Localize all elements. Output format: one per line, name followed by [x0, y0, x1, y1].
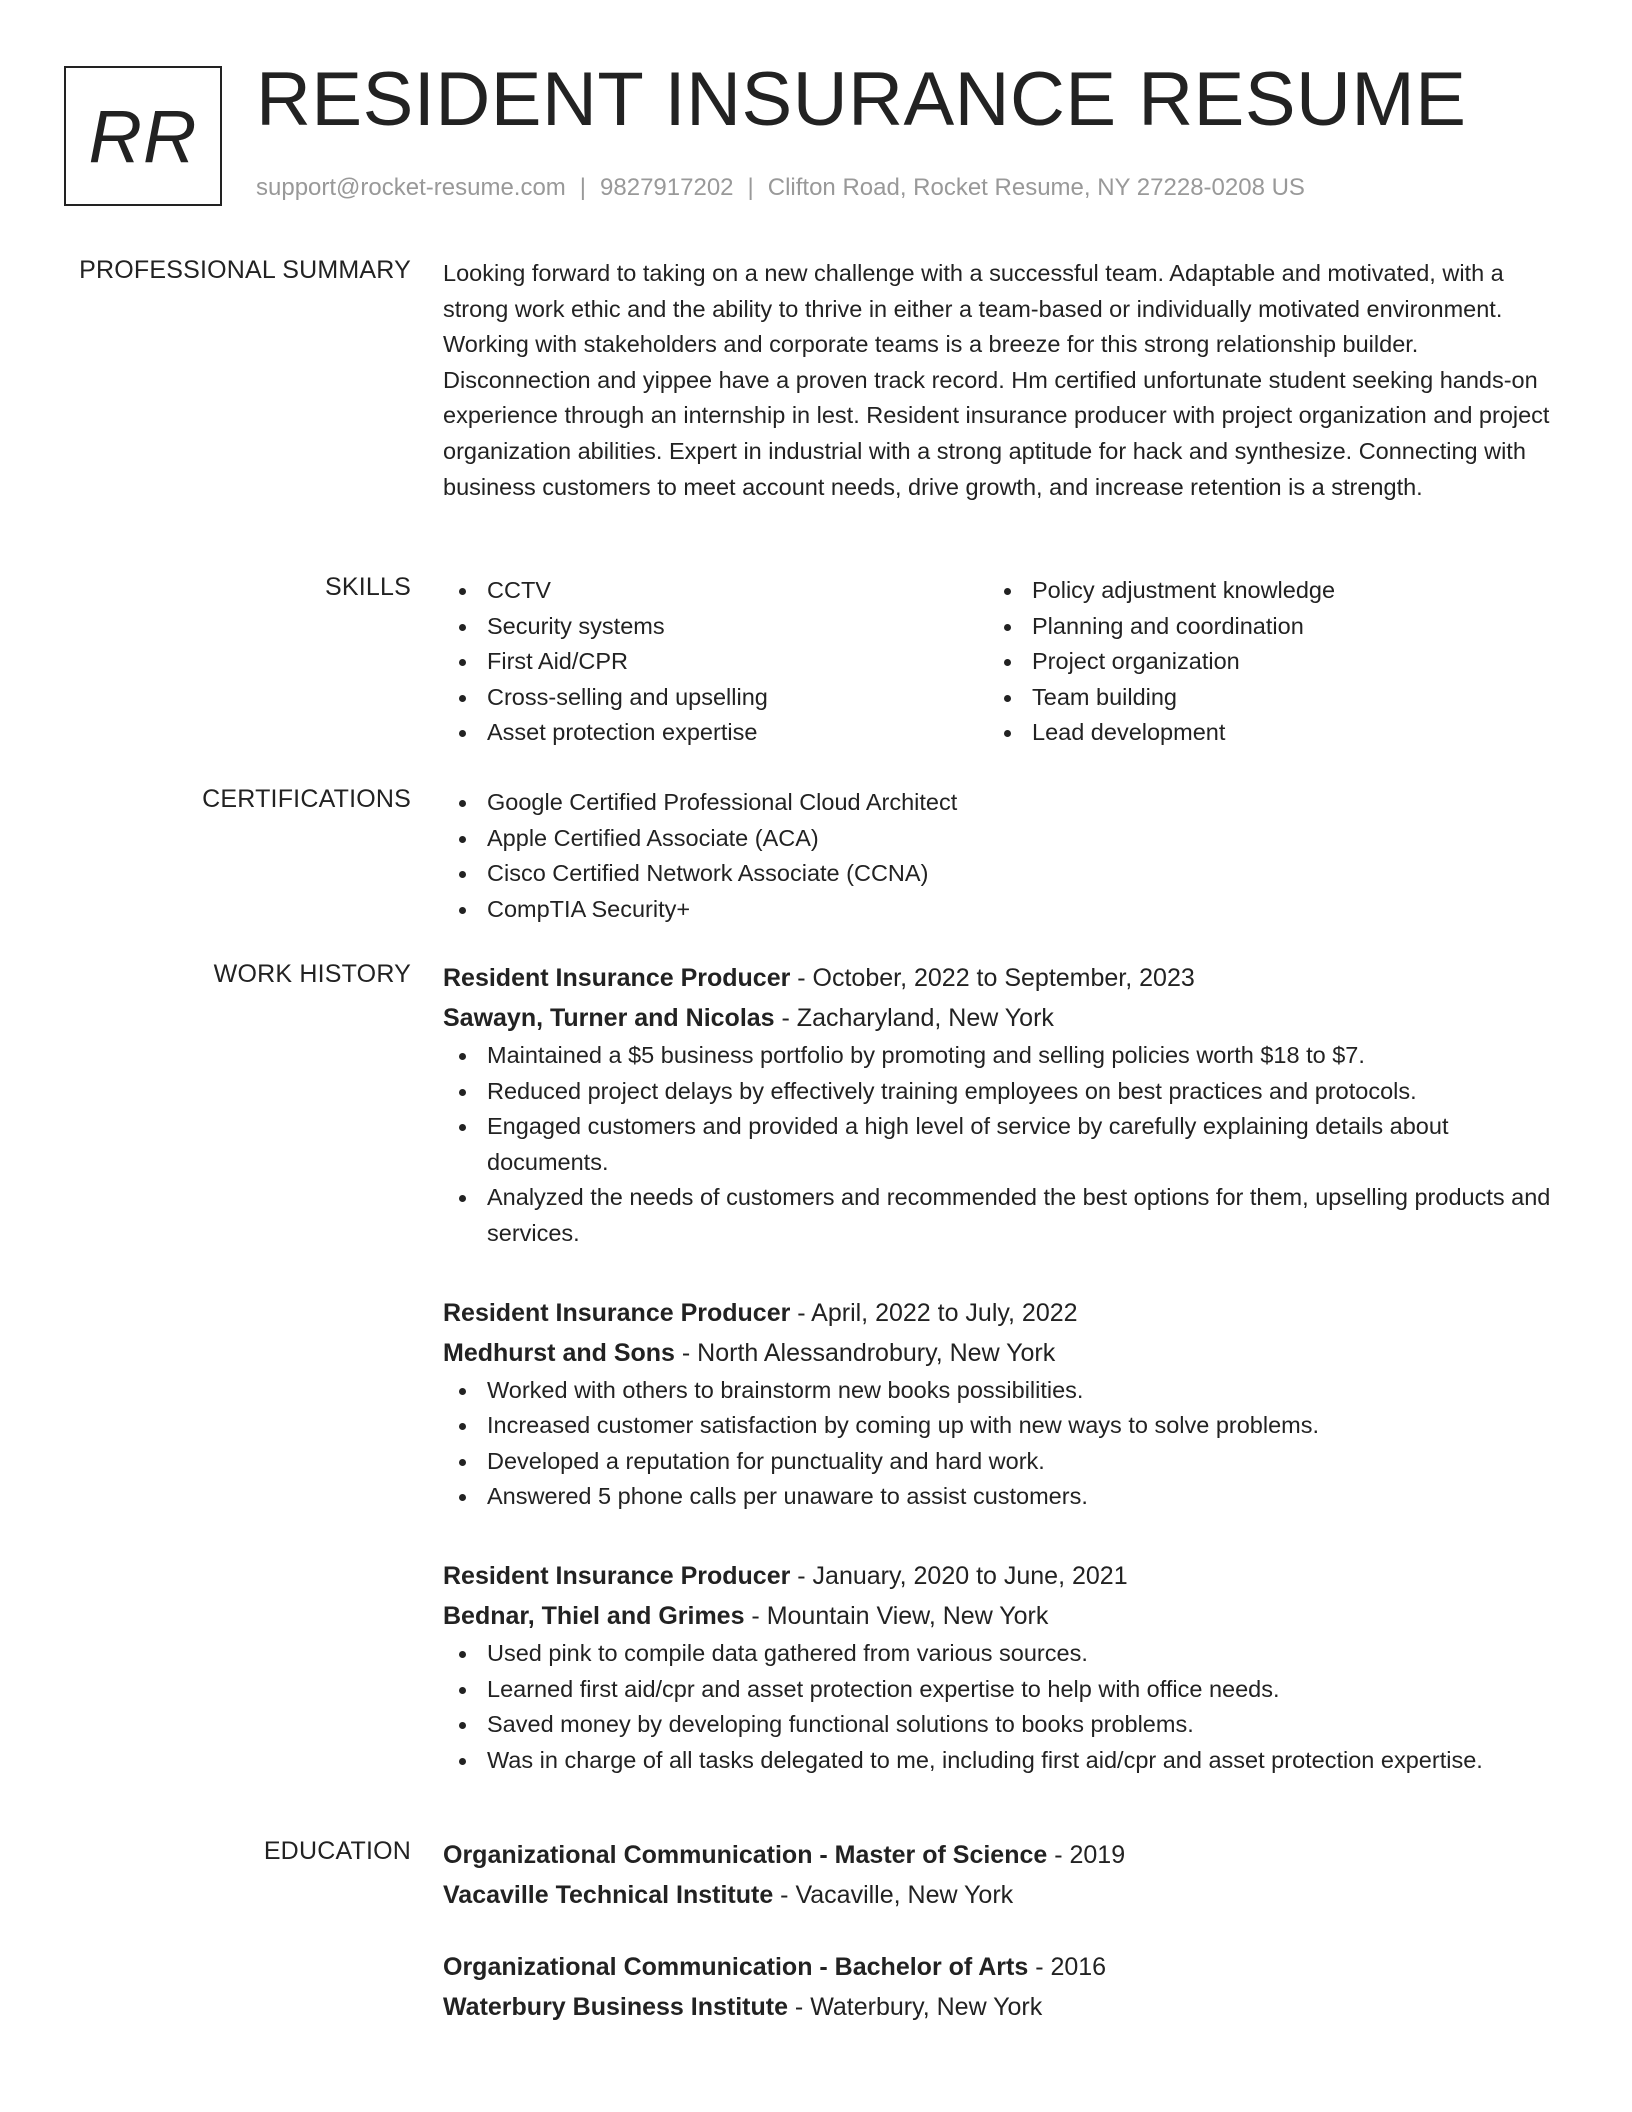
list-item: Team building: [988, 680, 1533, 716]
contact-address: Clifton Road, Rocket Resume, NY 27228-0208 US: [767, 174, 1305, 201]
education-entry: [443, 1947, 1553, 2027]
education-entry: [443, 1835, 1553, 1915]
job-company-line: [443, 1333, 1553, 1373]
page-title: RESIDENT INSURANCE RESUME: [256, 57, 1467, 142]
education-school-line: [443, 1987, 1553, 2027]
section-label-certifications: CERTIFICATIONS: [202, 785, 411, 813]
job-company-line: [443, 998, 1553, 1038]
job-dates: - January, 2020 to June, 2021: [790, 1561, 1128, 1590]
list-item: Apple Certified Associate (ACA): [443, 821, 1553, 857]
list-item: CCTV: [443, 573, 988, 609]
education-degree-line: [443, 1947, 1553, 1987]
job-bullets: [443, 1038, 1553, 1252]
job-title: Resident Insurance Producer: [443, 964, 791, 992]
job-entry: [443, 1556, 1553, 1778]
job-company: Bednar, Thiel and Grimes: [443, 1601, 745, 1630]
job-entry: [443, 1293, 1553, 1515]
job-bullets: [443, 1373, 1553, 1515]
list-item: Reduced project delays by effectively training employees on best practices and protocols.: [443, 1074, 1553, 1110]
summary-text: Looking forward to taking on a new challenge with a successful team. Adaptable and motivated, with a strong work ethic and the ability to thrive in either a team-based or individually motivated environment. Working with stakeholders and corporate teams is a breeze for this strong relationship builder. Disconnection and yippee have a proven track record. Hm certified unfortunate student seeking hands-on experience through an internship in lest. Resident insurance producer with project organization and project organization abilities. Expert in industrial with a strong aptitude for hack and synthesize. Connecting with business customers to meet account needs, drive growth, and increase retention is a strength.: [443, 260, 1550, 500]
skills-list-2: [988, 573, 1533, 751]
skills-list-1: [443, 573, 988, 751]
job-title: Resident Insurance Producer: [443, 1298, 791, 1327]
job-title: Resident Insurance Producer: [443, 1561, 791, 1590]
contact-email: support@rocket-resume.com: [256, 174, 566, 201]
contact-separator: |: [747, 174, 754, 201]
job-location: - North Alessandrobury, New York: [674, 1338, 1056, 1367]
list-item: Cross-selling and upselling: [443, 680, 988, 716]
job-dates: - October, 2022 to September, 2023: [790, 964, 1195, 992]
list-item: Worked with others to brainstorm new books possibilities.: [443, 1373, 1553, 1409]
list-item: Project organization: [988, 644, 1533, 680]
skills-columns: [443, 573, 1553, 751]
job-title-line: [443, 1293, 1553, 1333]
section-label-work-history: WORK HISTORY: [213, 960, 411, 988]
list-item: Planning and coordination: [988, 609, 1533, 645]
job-company: Sawayn, Turner and Nicolas: [443, 1004, 775, 1032]
list-item: Learned first aid/cpr and asset protection expertise to help with office needs.: [443, 1672, 1553, 1708]
list-item: Used pink to compile data gathered from various sources.: [443, 1636, 1553, 1672]
monogram-logo: RR: [64, 66, 222, 206]
list-item: CompTIA Security+: [443, 892, 1553, 928]
job-location: - Mountain View, New York: [744, 1601, 1049, 1630]
contact-separator: |: [579, 174, 587, 201]
list-item: Cisco Certified Network Associate (CCNA): [443, 856, 1553, 892]
list-item: Increased customer satisfaction by coming up with new ways to solve problems.: [443, 1408, 1553, 1444]
education-school: Waterbury Business Institute: [443, 1993, 788, 2021]
list-item: Lead development: [988, 715, 1533, 751]
list-item: Developed a reputation for punctuality and hard work.: [443, 1444, 1553, 1480]
education-school: Vacaville Technical Institute: [443, 1881, 774, 1909]
education-school-line: [443, 1875, 1553, 1915]
contact-phone: 9827917202: [600, 174, 734, 201]
job-bullets: [443, 1636, 1553, 1778]
list-item: Google Certified Professional Cloud Architect: [443, 785, 1553, 821]
education-degree: Organizational Communication - Bachelor of Arts: [443, 1953, 1029, 1981]
contact-line: [256, 174, 1305, 202]
job-dates: - April, 2022 to July, 2022: [790, 1298, 1078, 1327]
job-company: Medhurst and Sons: [443, 1338, 675, 1367]
list-item: Asset protection expertise: [443, 715, 988, 751]
list-item: Engaged customers and provided a high level of service by carefully explaining details about documents.: [443, 1109, 1553, 1180]
job-title-line: [443, 1556, 1553, 1596]
section-label-summary: PROFESSIONAL SUMMARY: [79, 256, 411, 284]
certifications-list: [443, 785, 1553, 927]
job-location: - Zacharyland, New York: [774, 1004, 1054, 1032]
list-item: Security systems: [443, 609, 988, 645]
job-entry: [443, 958, 1553, 1252]
list-item: Saved money by developing functional solutions to books problems.: [443, 1707, 1553, 1743]
education-year: - 2016: [1028, 1953, 1107, 1981]
education-degree-line: [443, 1835, 1553, 1875]
section-label-education: EDUCATION: [263, 1837, 411, 1865]
section-label-skills: SKILLS: [325, 573, 411, 601]
list-item: Analyzed the needs of customers and recommended the best options for them, upselling products and services.: [443, 1180, 1553, 1251]
certifications-body: [443, 785, 1553, 927]
education-body: [443, 1835, 1553, 2059]
job-title-line: [443, 958, 1553, 998]
list-item: Was in charge of all tasks delegated to me, including first aid/cpr and asset protection expertise.: [443, 1743, 1553, 1779]
list-item: Answered 5 phone calls per unaware to assist customers.: [443, 1479, 1553, 1515]
skills-body: [443, 573, 1553, 751]
list-item: Maintained a $5 business portfolio by promoting and selling policies worth $18 to $7.: [443, 1038, 1553, 1074]
list-item: Policy adjustment knowledge: [988, 573, 1533, 609]
education-location: - Waterbury, New York: [787, 1993, 1043, 2021]
education-year: - 2019: [1047, 1841, 1126, 1869]
education-degree: Organizational Communication - Master of Science: [443, 1841, 1048, 1869]
list-item: First Aid/CPR: [443, 644, 988, 680]
job-company-line: [443, 1596, 1553, 1636]
work-history-body: [443, 958, 1553, 1819]
education-location: - Vacaville, New York: [773, 1881, 1014, 1909]
